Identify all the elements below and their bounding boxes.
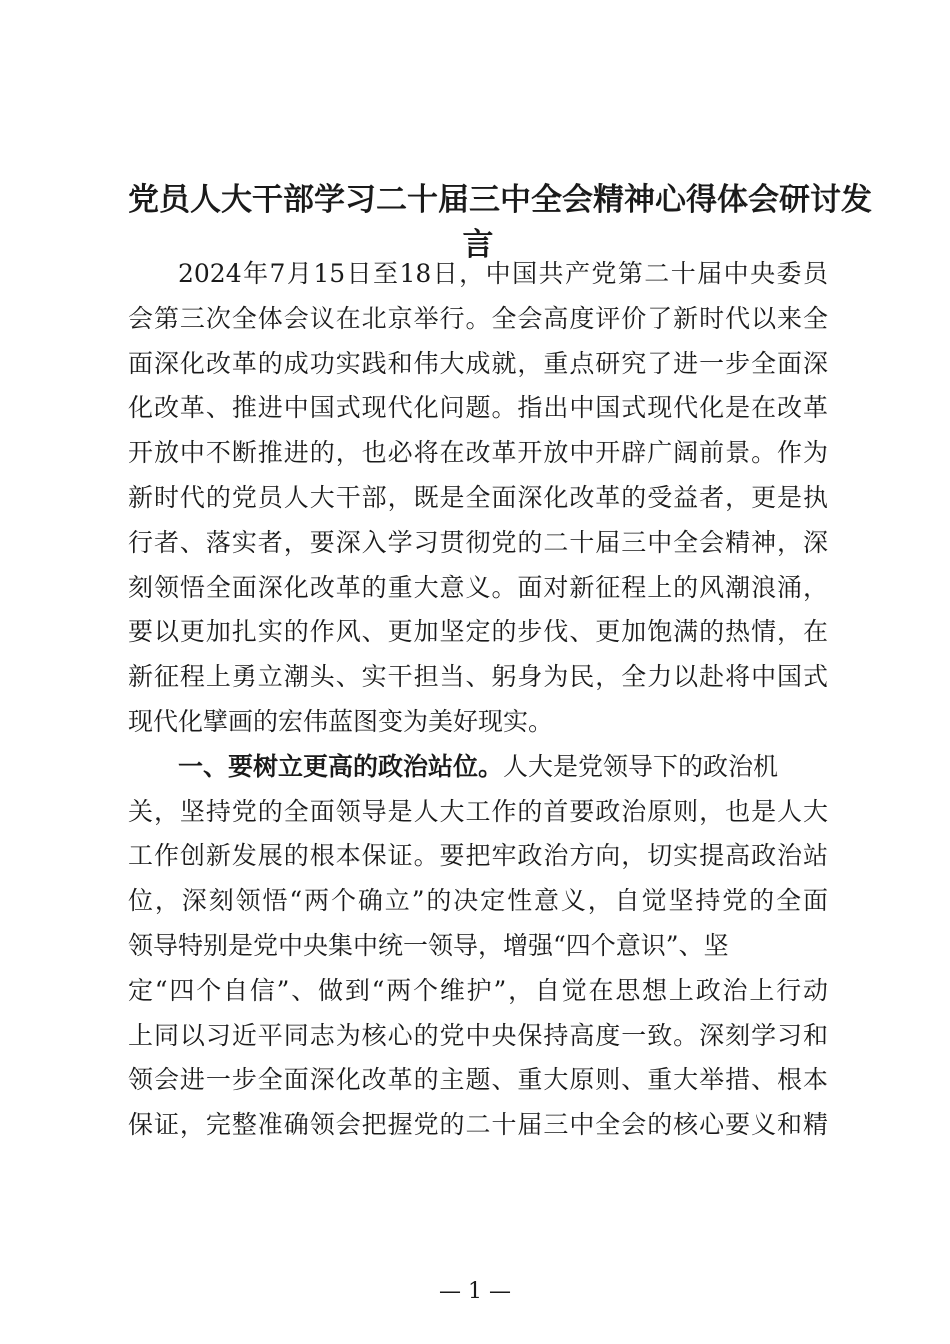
- title-line-1: 党员人大干部学习二十届三中全会精神心得体会研讨发: [128, 182, 872, 218]
- section-1-line: 定“四个自信”、做到“两个维护”，自觉在思想上政治上行动: [128, 975, 828, 1005]
- paragraph-1-line: 2024年7月15日至18日，中国共产党第二十届中央委员: [178, 259, 828, 288]
- section-1-first-line-text: 人大是党领导下的政治机: [503, 751, 779, 781]
- section-1-line: 工作创新发展的根本保证。要把牢政治方向，切实提高政治站: [128, 841, 828, 871]
- page-number: — 1 —: [439, 1279, 511, 1304]
- paragraph-1-line: 开放中不断推进的，也必将在改革开放中开辟广阔前景。作为: [128, 438, 828, 468]
- paragraph-1-line: 新征程上勇立潮头、实干担当、躬身为民，全力以赴将中国式: [128, 662, 828, 692]
- document-body: [128, 252, 828, 1148]
- section-1-line: 保证，完整准确领会把握党的二十届三中全会的核心要义和精: [128, 1110, 828, 1140]
- paragraph-1-line: 会第三次全体会议在北京举行。全会高度评价了新时代以来全: [128, 303, 828, 333]
- section-1-first-line: [128, 745, 828, 790]
- section-1-line: 领会进一步全面深化改革的主题、重大原则、重大举措、根本: [128, 1065, 828, 1095]
- section-1-heading: 一、要树立更高的政治站位。: [178, 751, 504, 781]
- section-1-line: 领导特别是党中央集中统一领导，增强“四个意识”、坚: [128, 930, 729, 960]
- title-line-2: 言: [462, 226, 494, 263]
- paragraph-1-line: 新时代的党员人大干部，既是全面深化改革的受益者，更是执: [128, 482, 828, 512]
- section-1-line: 关，坚持党的全面领导是人大工作的首要政治原则，也是人大: [128, 796, 828, 826]
- section-1-line: 位，深刻领悟“两个确立”的决定性意义，自觉坚持党的全面: [128, 886, 828, 916]
- paragraph-1-line: 现代化擘画的宏伟蓝图变为美好现实。: [128, 706, 554, 736]
- paragraph-1-line: 行者、落实者，要深入学习贯彻党的二十届三中全会精神，深: [128, 527, 828, 557]
- section-1-line: 上同以习近平同志为核心的党中央保持高度一致。深刻学习和: [128, 1020, 828, 1050]
- paragraph-1-line: 要以更加扎实的作风、更加坚定的步伐、更加饱满的热情，在: [128, 617, 828, 647]
- paragraph-1-line: 化改革、推进中国式现代化问题。指出中国式现代化是在改革: [128, 393, 828, 423]
- paragraph-1-line: 刻领悟全面深化改革的重大意义。面对新征程上的风潮浪涌，: [128, 572, 828, 602]
- paragraph-1-line: 面深化改革的成功实践和伟大成就，重点研究了进一步全面深: [128, 348, 828, 378]
